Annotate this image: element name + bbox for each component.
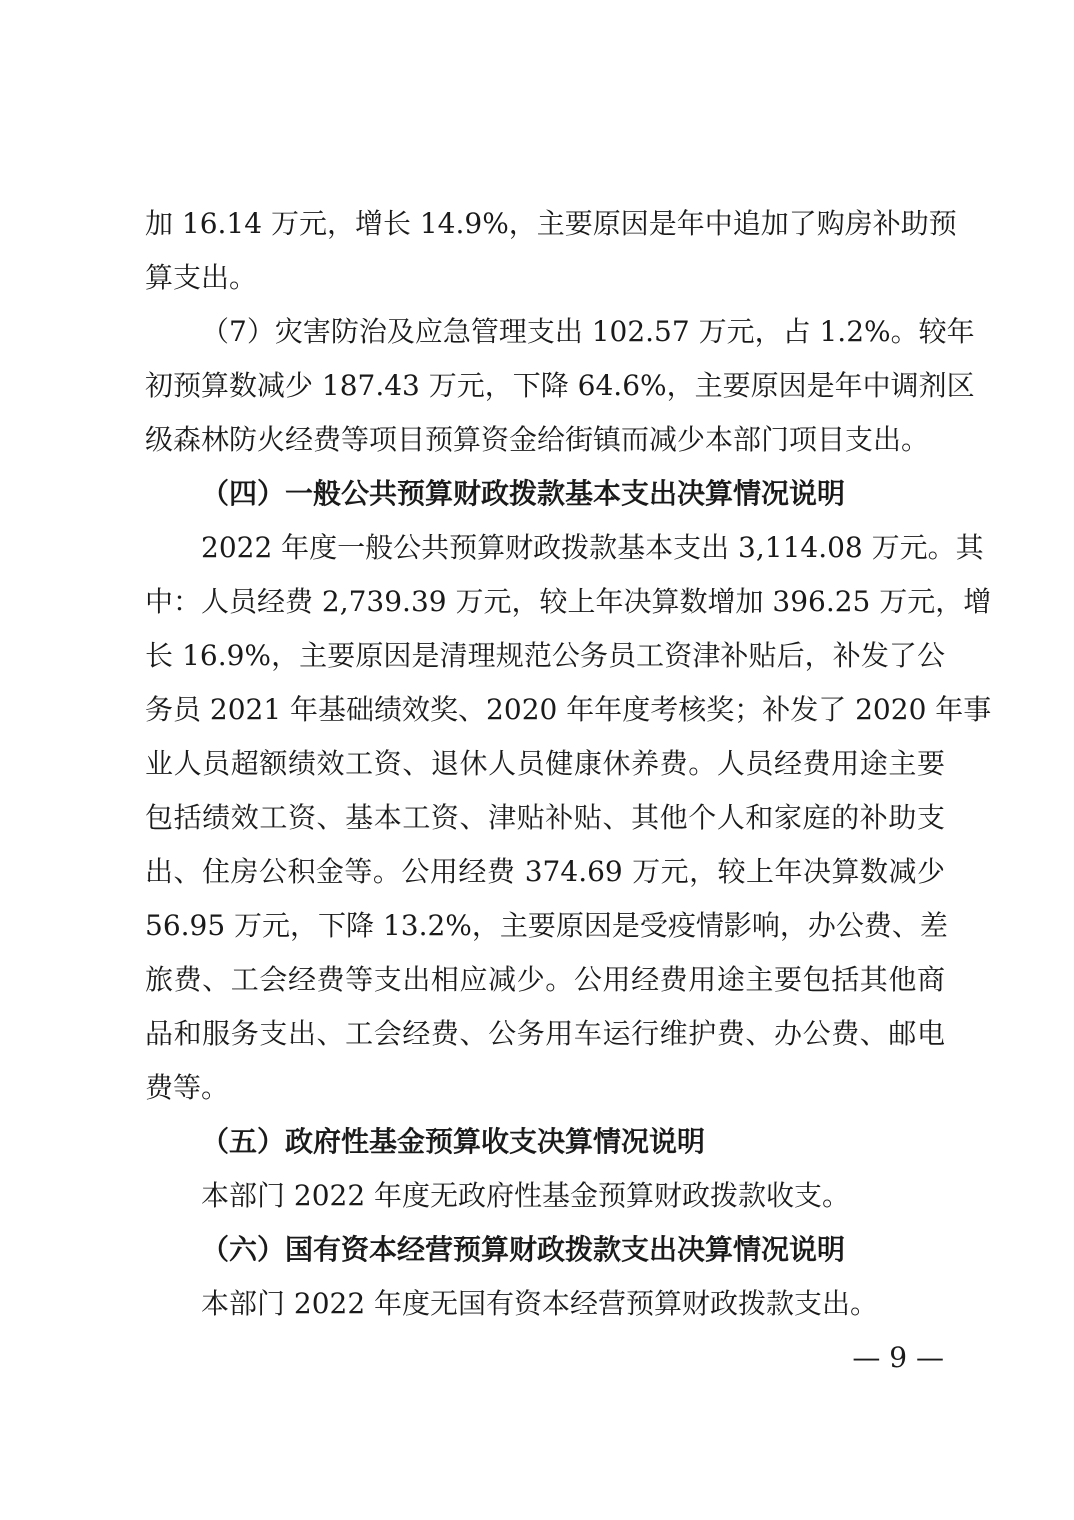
body-text-line: 费等。 <box>145 1071 230 1104</box>
body-text-line: 级森林防火经费等项目预算资金给街镇而减少本部门项目支出。 <box>145 423 930 456</box>
body-text-line: （7）灾害防治及应急管理支出 102.57 万元，占 1.2%。较年 <box>201 315 975 348</box>
body-text-line: 算支出。 <box>145 261 258 294</box>
body-text-line: 务员 2021 年基础绩效奖、2020 年年度考核奖；补发了 2020 年事 <box>145 693 992 726</box>
body-text-line: 出、住房公积金等。公用经费 374.69 万元，较上年决算数减少 <box>145 855 945 888</box>
page-number: — 9 — <box>852 1341 944 1374</box>
body-text-line: 旅费、工会经费等支出相应减少。公用经费用途主要包括其他商 <box>145 963 945 996</box>
section-heading: （六）国有资本经营预算财政拨款支出决算情况说明 <box>201 1233 846 1266</box>
body-text-line: 2022 年度一般公共预算财政拨款基本支出 3,114.08 万元。其 <box>201 531 984 564</box>
section-heading: （四）一般公共预算财政拨款基本支出决算情况说明 <box>201 477 846 510</box>
body-text-line: 本部门 2022 年度无国有资本经营预算财政拨款支出。 <box>201 1287 879 1320</box>
body-text-line: 本部门 2022 年度无政府性基金预算财政拨款收支。 <box>201 1179 851 1212</box>
body-text-line: 中：人员经费 2,739.39 万元，较上年决算数增加 396.25 万元，增 <box>145 585 992 618</box>
body-text-line: 品和服务支出、工会经费、公务用车运行维护费、办公费、邮电 <box>145 1017 945 1050</box>
section-heading: （五）政府性基金预算收支决算情况说明 <box>201 1125 706 1158</box>
body-text-line: 56.95 万元，下降 13.2%，主要原因是受疫情影响，办公费、差 <box>145 909 948 942</box>
body-text-line: 初预算数减少 187.43 万元，下降 64.6%，主要原因是年中调剂区 <box>145 369 975 402</box>
body-text-line: 业人员超额绩效工资、退休人员健康休养费。人员经费用途主要 <box>145 747 945 780</box>
body-text-line: 加 16.14 万元，增长 14.9%，主要原因是年中追加了购房补助预 <box>145 207 957 240</box>
body-text-line: 包括绩效工资、基本工资、津贴补贴、其他个人和家庭的补助支 <box>145 801 945 834</box>
body-text-line: 长 16.9%，主要原因是清理规范公务员工资津补贴后，补发了公 <box>145 639 945 672</box>
